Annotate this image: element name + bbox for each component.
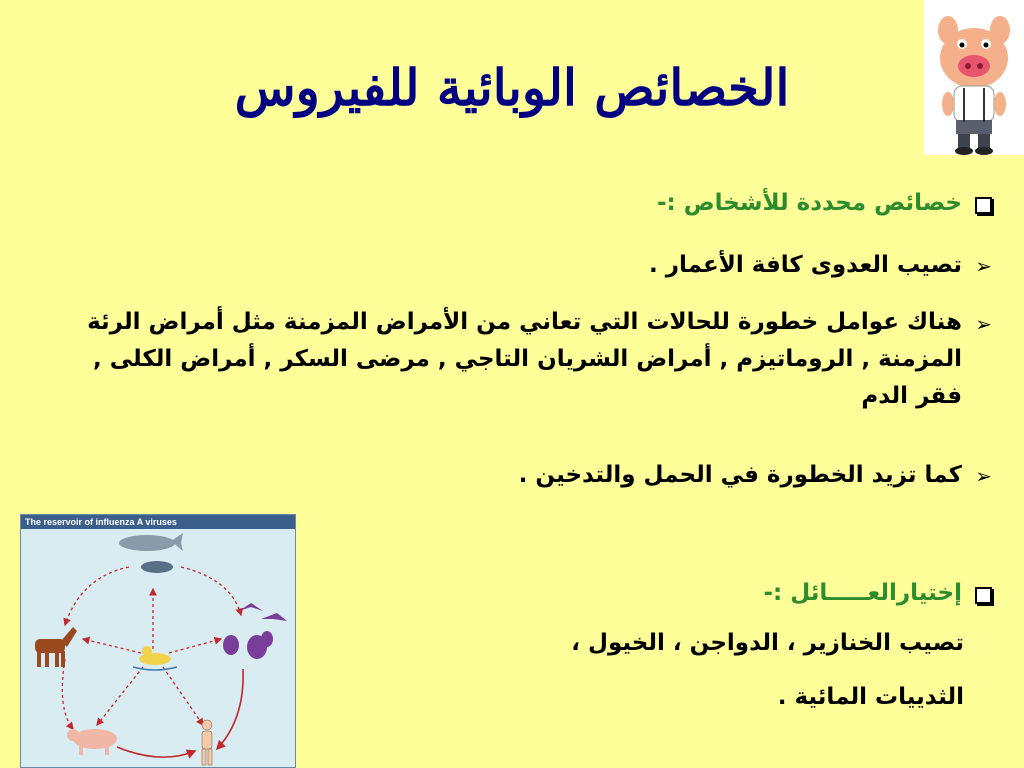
influenza-reservoir-diagram <box>20 514 296 768</box>
bullet-text: هناك عوامل خطورة للحالات التي تعاني من الأمراض المزمنة مثل أمراض الرئة المزمنة , الروماتيزم , أمراض الشريان التاجي , مرضى السكر , أمراض الكلى , فقر الدم <box>87 309 962 409</box>
pig-mascot-image <box>924 0 1024 155</box>
host-line: الثدييات المائية . <box>777 684 964 710</box>
bullet-item <box>72 304 992 415</box>
bullet-text: تصيب العدوى كافة الأعمار . <box>648 252 962 278</box>
arrow-bullet-icon: ➢ <box>975 312 992 336</box>
bullet-text: كما تزيد الخطورة في الحمل والتدخين . <box>518 462 962 488</box>
section1-heading-text: خصائص محددة للأشخاص :- <box>656 190 962 216</box>
bullet-item <box>648 252 992 278</box>
checkbox-bullet-icon <box>975 197 992 214</box>
bullet-item <box>518 462 992 488</box>
host-line: تصيب الخنازير ، الدواجن ، الخيول ، <box>571 630 964 656</box>
section1-heading <box>657 190 962 216</box>
section2-heading <box>764 580 962 606</box>
whale-icon <box>119 533 183 551</box>
diagram-title: The reservoir of influenza A viruses <box>21 515 295 529</box>
arrow-bullet-icon: ➢ <box>975 464 992 488</box>
checkbox-bullet-icon <box>975 587 992 604</box>
section2-heading-text: إختيارالعـــــائل :- <box>763 580 962 606</box>
slide-title: الخصائص الوبائية للفيروس <box>234 58 790 117</box>
arrow-bullet-icon: ➢ <box>975 254 992 278</box>
